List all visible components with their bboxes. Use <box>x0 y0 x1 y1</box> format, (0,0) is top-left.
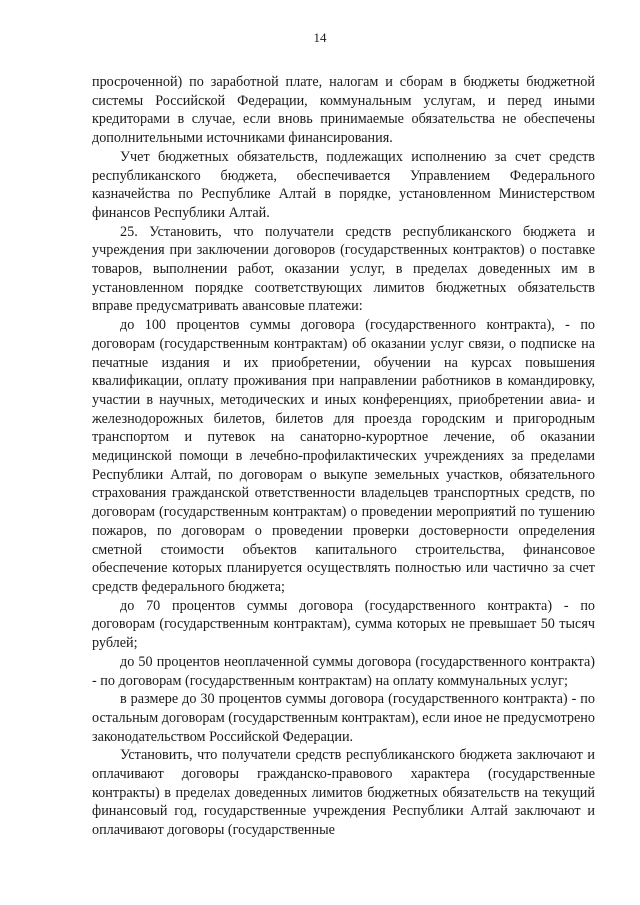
paragraph-advance-70-percent: до 70 процентов суммы договора (государственного контракта) - по договорам (государственным контрактам), сумма которых не превышает 50 тысяч рублей; <box>92 597 595 652</box>
paragraph-advance-100-percent: до 100 процентов суммы договора (государственного контракта), - по договорам (государственным контрактам) об оказании услуг связи, о подписке на печатные издания и их приобретении, обучении на курсах повышения квалификации, оплату проживания при направлении работников в командировку, участии в научных, методических и иных конференциях, приобретении авиа- и железнодорожных билетов, билетов для проезда городским и пригородным транспортом и путевок на санаторно-курортное лечение, об оказании медицинской помощи в лечебно-профилактических учреждениях за пределами Республики Алтай, по договорам о выкупе земельных участков, обязательного страхования гражданской ответственности владельцев транспортных средств, по договорам (государственным контрактам) о проведении мероприятий по тушению пожаров, по договорам о проведении проверки достоверности определения сметной стоимости объектов капитального строительства, финансовое обеспечение которых планируется осуществлять полностью или частично за счет средств федерального бюджета; <box>92 317 595 595</box>
paragraph-item-25: 25. Установить, что получатели средств республиканского бюджета и учреждения при заключении договоров (государственных контрактов) о поставке товаров, выполнении работ, оказании услуг, в пределах доведенных им в установленном порядке соответствующих лимитов бюджетных обязательств вправе предусматривать авансовые платежи: <box>92 223 595 315</box>
paragraph-advance-30-percent: в размере до 30 процентов суммы договора (государственного контракта) - по остальным договорам (государственным контрактам), если иное не предусмотрено законодательством Российской Федерации. <box>92 691 595 745</box>
paragraph-obligations-accounting: Учет бюджетных обязательств, подлежащих исполнению за счет средств республиканского бюджета, обеспечивается Управлением Федерального казначейства по Республике Алтай в порядке, установленном Министерством финансов Республики Алтай. <box>92 148 595 221</box>
paragraph-contracts-within-limits: Установить, что получатели средств республиканского бюджета заключают и оплачивают договоры гражданско-правового характера (государственные контракты) в пределах доведенных лимитов бюджетных обязательств на текущий финансовый год, государственные учреждения Республики Алтай заключают и оплачивают договоры (государственные <box>92 747 595 839</box>
document-body <box>92 73 595 840</box>
paragraph-advance-50-percent: до 50 процентов неоплаченной суммы договора (государственного контракта) - по договорам (государственным контрактам) на оплату коммунальных услуг; <box>92 653 595 689</box>
page-number: 14 <box>313 30 327 45</box>
paragraph-arrears-continuation: просроченной) по заработной плате, налогам и сборам в бюджеты бюджетной системы Российской Федерации, коммунальным услугам, и перед иными кредиторами в случае, если вновь принимаемые обязательства не обеспечены дополнительными источниками финансирования. <box>92 74 595 147</box>
